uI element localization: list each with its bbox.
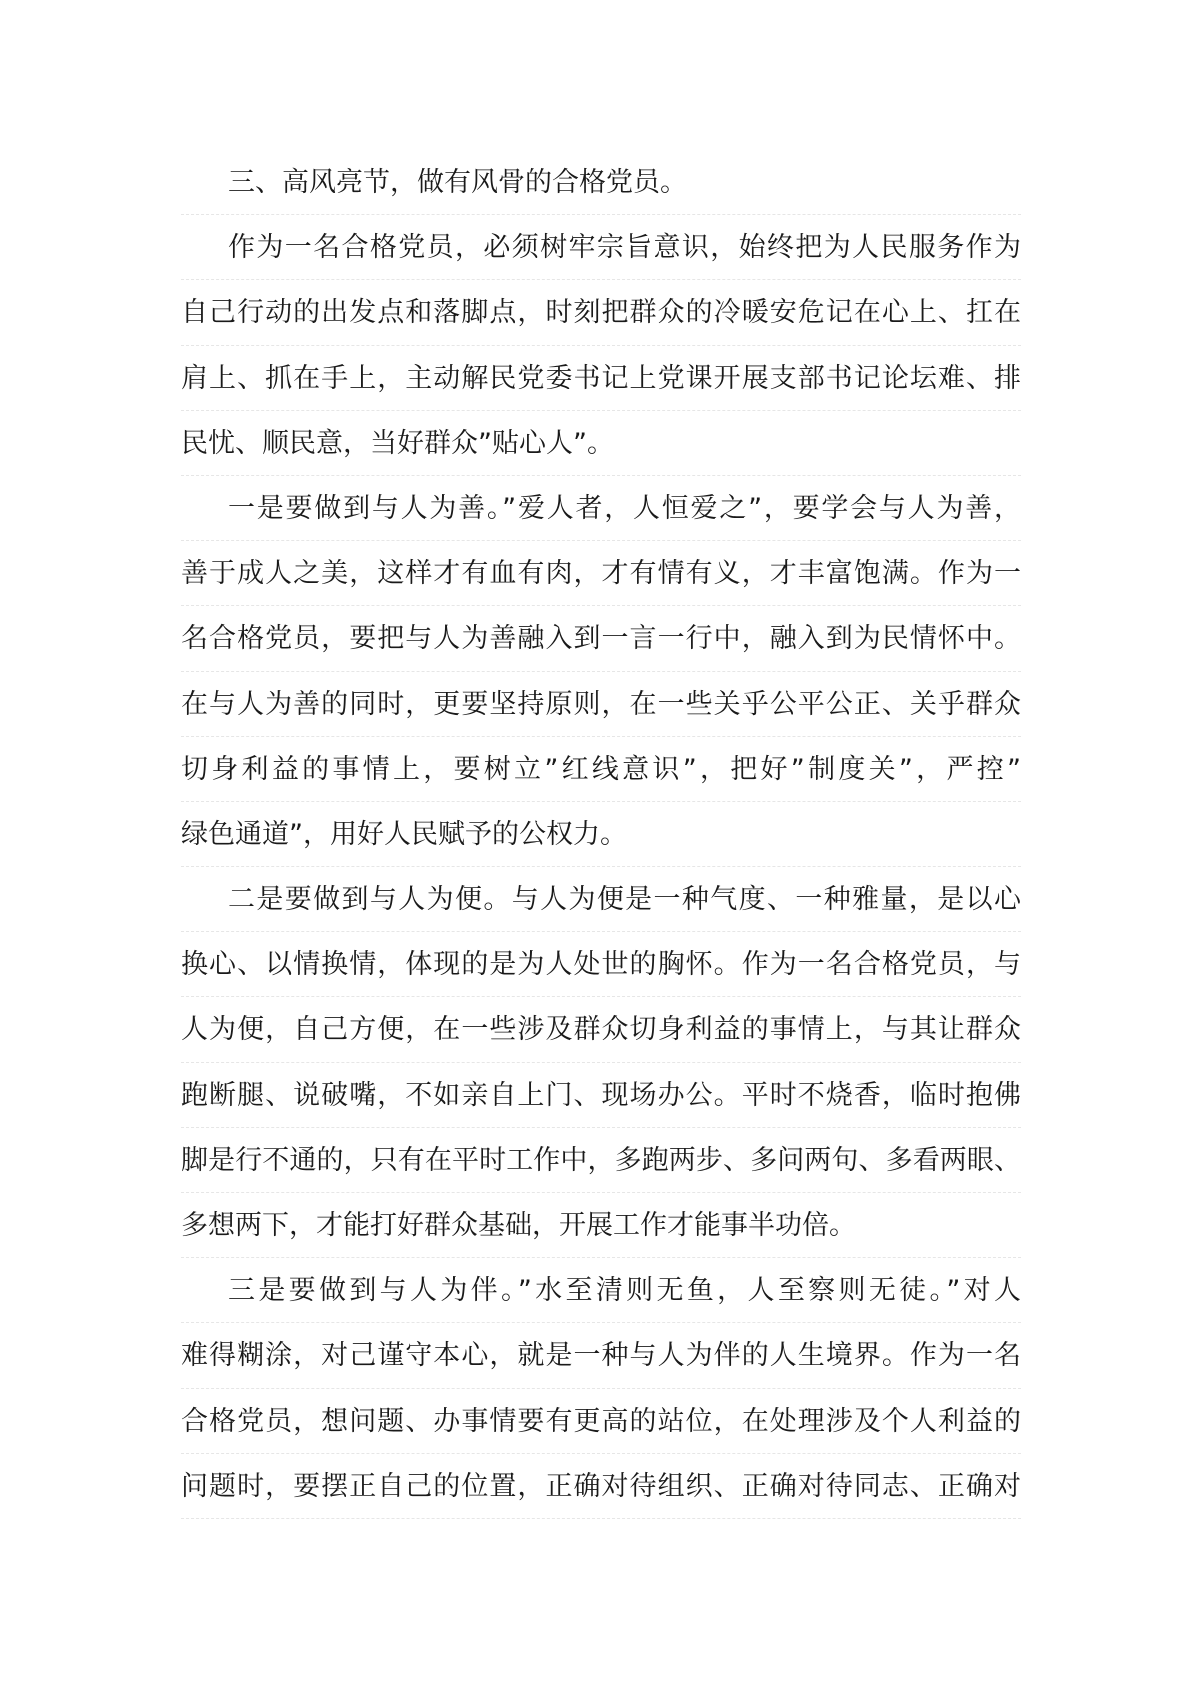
text-line: 问题时，要摆正自己的位置，正确对待组织、正确对待同志、正确对 [181, 1454, 1021, 1519]
text-line: 在与人为善的同时，更要坚持原则，在一些关乎公平公正、关乎群众 [181, 672, 1021, 737]
text-line: 多想两下，才能打好群众基础，开展工作才能事半功倍。 [181, 1193, 1021, 1258]
text-line: 绿色通道”，用好人民赋予的公权力。 [181, 802, 1021, 867]
text-line: 善于成人之美，这样才有血有肉，才有情有义，才丰富饱满。作为一 [181, 541, 1021, 606]
text-line: 作为一名合格党员，必须树牢宗旨意识，始终把为人民服务作为 [181, 215, 1021, 280]
section-heading: 三、高风亮节，做有风骨的合格党员。 [181, 150, 1021, 215]
text-line: 跑断腿、说破嘴，不如亲自上门、现场办公。平时不烧香，临时抱佛 [181, 1063, 1021, 1128]
document-body [181, 150, 1021, 1519]
text-line: 难得糊涂，对己谨守本心，就是一种与人为伴的人生境界。作为一名 [181, 1323, 1021, 1388]
text-line: 一是要做到与人为善。”爱人者，人恒爱之”，要学会与人为善， [181, 476, 1021, 541]
text-line: 自己行动的出发点和落脚点，时刻把群众的冷暖安危记在心上、扛在 [181, 280, 1021, 345]
text-line: 二是要做到与人为便。与人为便是一种气度、一种雅量，是以心 [181, 867, 1021, 932]
text-line: 肩上、抓在手上，主动解民党委书记上党课开展支部书记论坛难、排 [181, 346, 1021, 411]
text-line: 三是要做到与人为伴。”水至清则无鱼，人至察则无徒。”对人 [181, 1258, 1021, 1323]
text-line: 民忧、顺民意，当好群众”贴心人”。 [181, 411, 1021, 476]
text-line: 换心、以情换情，体现的是为人处世的胸怀。作为一名合格党员，与 [181, 932, 1021, 997]
text-line: 名合格党员，要把与人为善融入到一言一行中，融入到为民情怀中。 [181, 606, 1021, 671]
text-line: 合格党员，想问题、办事情要有更高的站位，在处理涉及个人利益的 [181, 1389, 1021, 1454]
text-line: 人为便，自己方便，在一些涉及群众切身利益的事情上，与其让群众 [181, 997, 1021, 1062]
text-line: 切身利益的事情上，要树立”红线意识”，把好”制度关”，严控” [181, 737, 1021, 802]
text-line: 脚是行不通的，只有在平时工作中，多跑两步、多问两句、多看两眼、 [181, 1128, 1021, 1193]
